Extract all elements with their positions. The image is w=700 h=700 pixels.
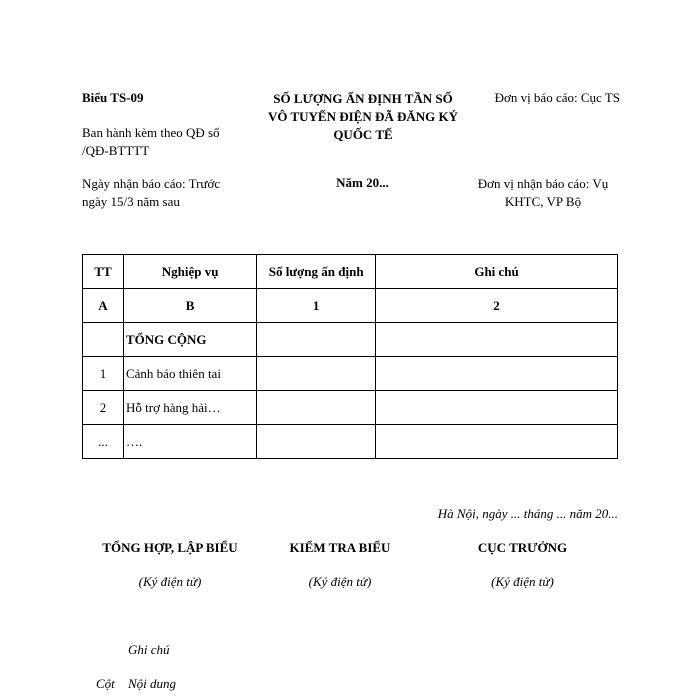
compiler-title: TỔNG HỢP, LẬP BIỂU — [102, 540, 238, 555]
code-a: A — [83, 289, 124, 323]
title-line-2: VÔ TUYẾN ĐIỆN ĐÃ ĐĂNG KÝ — [267, 109, 459, 124]
issued-line-1: Ban hành kèm theo QĐ số — [82, 125, 220, 140]
reporting-unit: Đơn vị báo cáo: Cục TS — [494, 90, 620, 105]
code-b: B — [123, 289, 256, 323]
row-tt: ... — [83, 425, 124, 459]
table-header-row — [83, 255, 618, 289]
row-count — [257, 323, 376, 357]
header-tt: TT — [83, 255, 124, 289]
receive-date — [82, 175, 257, 211]
row-tt: 2 — [83, 391, 124, 425]
row-note — [376, 357, 618, 391]
code-2: 2 — [376, 289, 618, 323]
row-tt: 1 — [83, 357, 124, 391]
page-title — [258, 90, 468, 144]
checker-title: KIỂM TRA BIỂU — [289, 540, 391, 555]
code-1: 1 — [257, 289, 376, 323]
row-tt — [83, 323, 124, 357]
receive-date-line-2: ngày 15/3 năm sau — [82, 194, 180, 209]
title-line-1: SỐ LƯỢNG ẤN ĐỊNH TẦN SỐ — [273, 91, 453, 106]
row-service: Cảnh báo thiên tai — [123, 357, 256, 391]
row-service: TỔNG CỘNG — [123, 323, 256, 357]
header-service: Nghiệp vụ — [123, 255, 256, 289]
row-count — [257, 391, 376, 425]
row-count — [257, 357, 376, 391]
issued-line-2: /QĐ-BTTTT — [82, 143, 150, 158]
issued-decision — [82, 124, 257, 160]
receiving-unit-line-2: KHTC, VP Bộ — [504, 194, 582, 209]
notes-content-label: Nội dung — [128, 676, 177, 691]
header-note: Ghi chú — [376, 255, 618, 289]
director-title: CỤC TRƯỞNG — [477, 540, 568, 555]
notes-column-label: Cột — [96, 676, 115, 691]
compiler-sign-note: (Ký điện tử) — [138, 574, 202, 589]
checker-sign-note: (Ký điện tử) — [308, 574, 372, 589]
table-row — [83, 425, 618, 459]
table-code-row — [83, 289, 618, 323]
place-date: Hà Nội, ngày ... tháng ... năm 20... — [437, 506, 618, 521]
receiving-unit — [468, 175, 618, 211]
row-count — [257, 425, 376, 459]
table-row — [83, 357, 618, 391]
notes-title: Ghi chú — [128, 642, 170, 657]
table-row — [83, 391, 618, 425]
director-sign-note: (Ký điện tử) — [491, 574, 554, 589]
row-note — [376, 323, 618, 357]
receive-date-line-1: Ngày nhận báo cáo: Trước — [82, 176, 221, 191]
row-note — [376, 425, 618, 459]
report-year: Năm 20... — [336, 175, 389, 190]
receiving-unit-line-1: Đơn vị nhận báo cáo: Vụ — [477, 176, 609, 191]
header-count: Số lượng ấn định — [257, 255, 376, 289]
title-line-3: QUỐC TẾ — [333, 127, 393, 142]
row-service: Hỗ trợ hàng hải… — [123, 391, 256, 425]
row-service: …. — [123, 425, 256, 459]
frequency-table — [82, 254, 618, 459]
form-code: Biểu TS-09 — [82, 90, 144, 105]
row-note — [376, 391, 618, 425]
table-row — [83, 323, 618, 357]
